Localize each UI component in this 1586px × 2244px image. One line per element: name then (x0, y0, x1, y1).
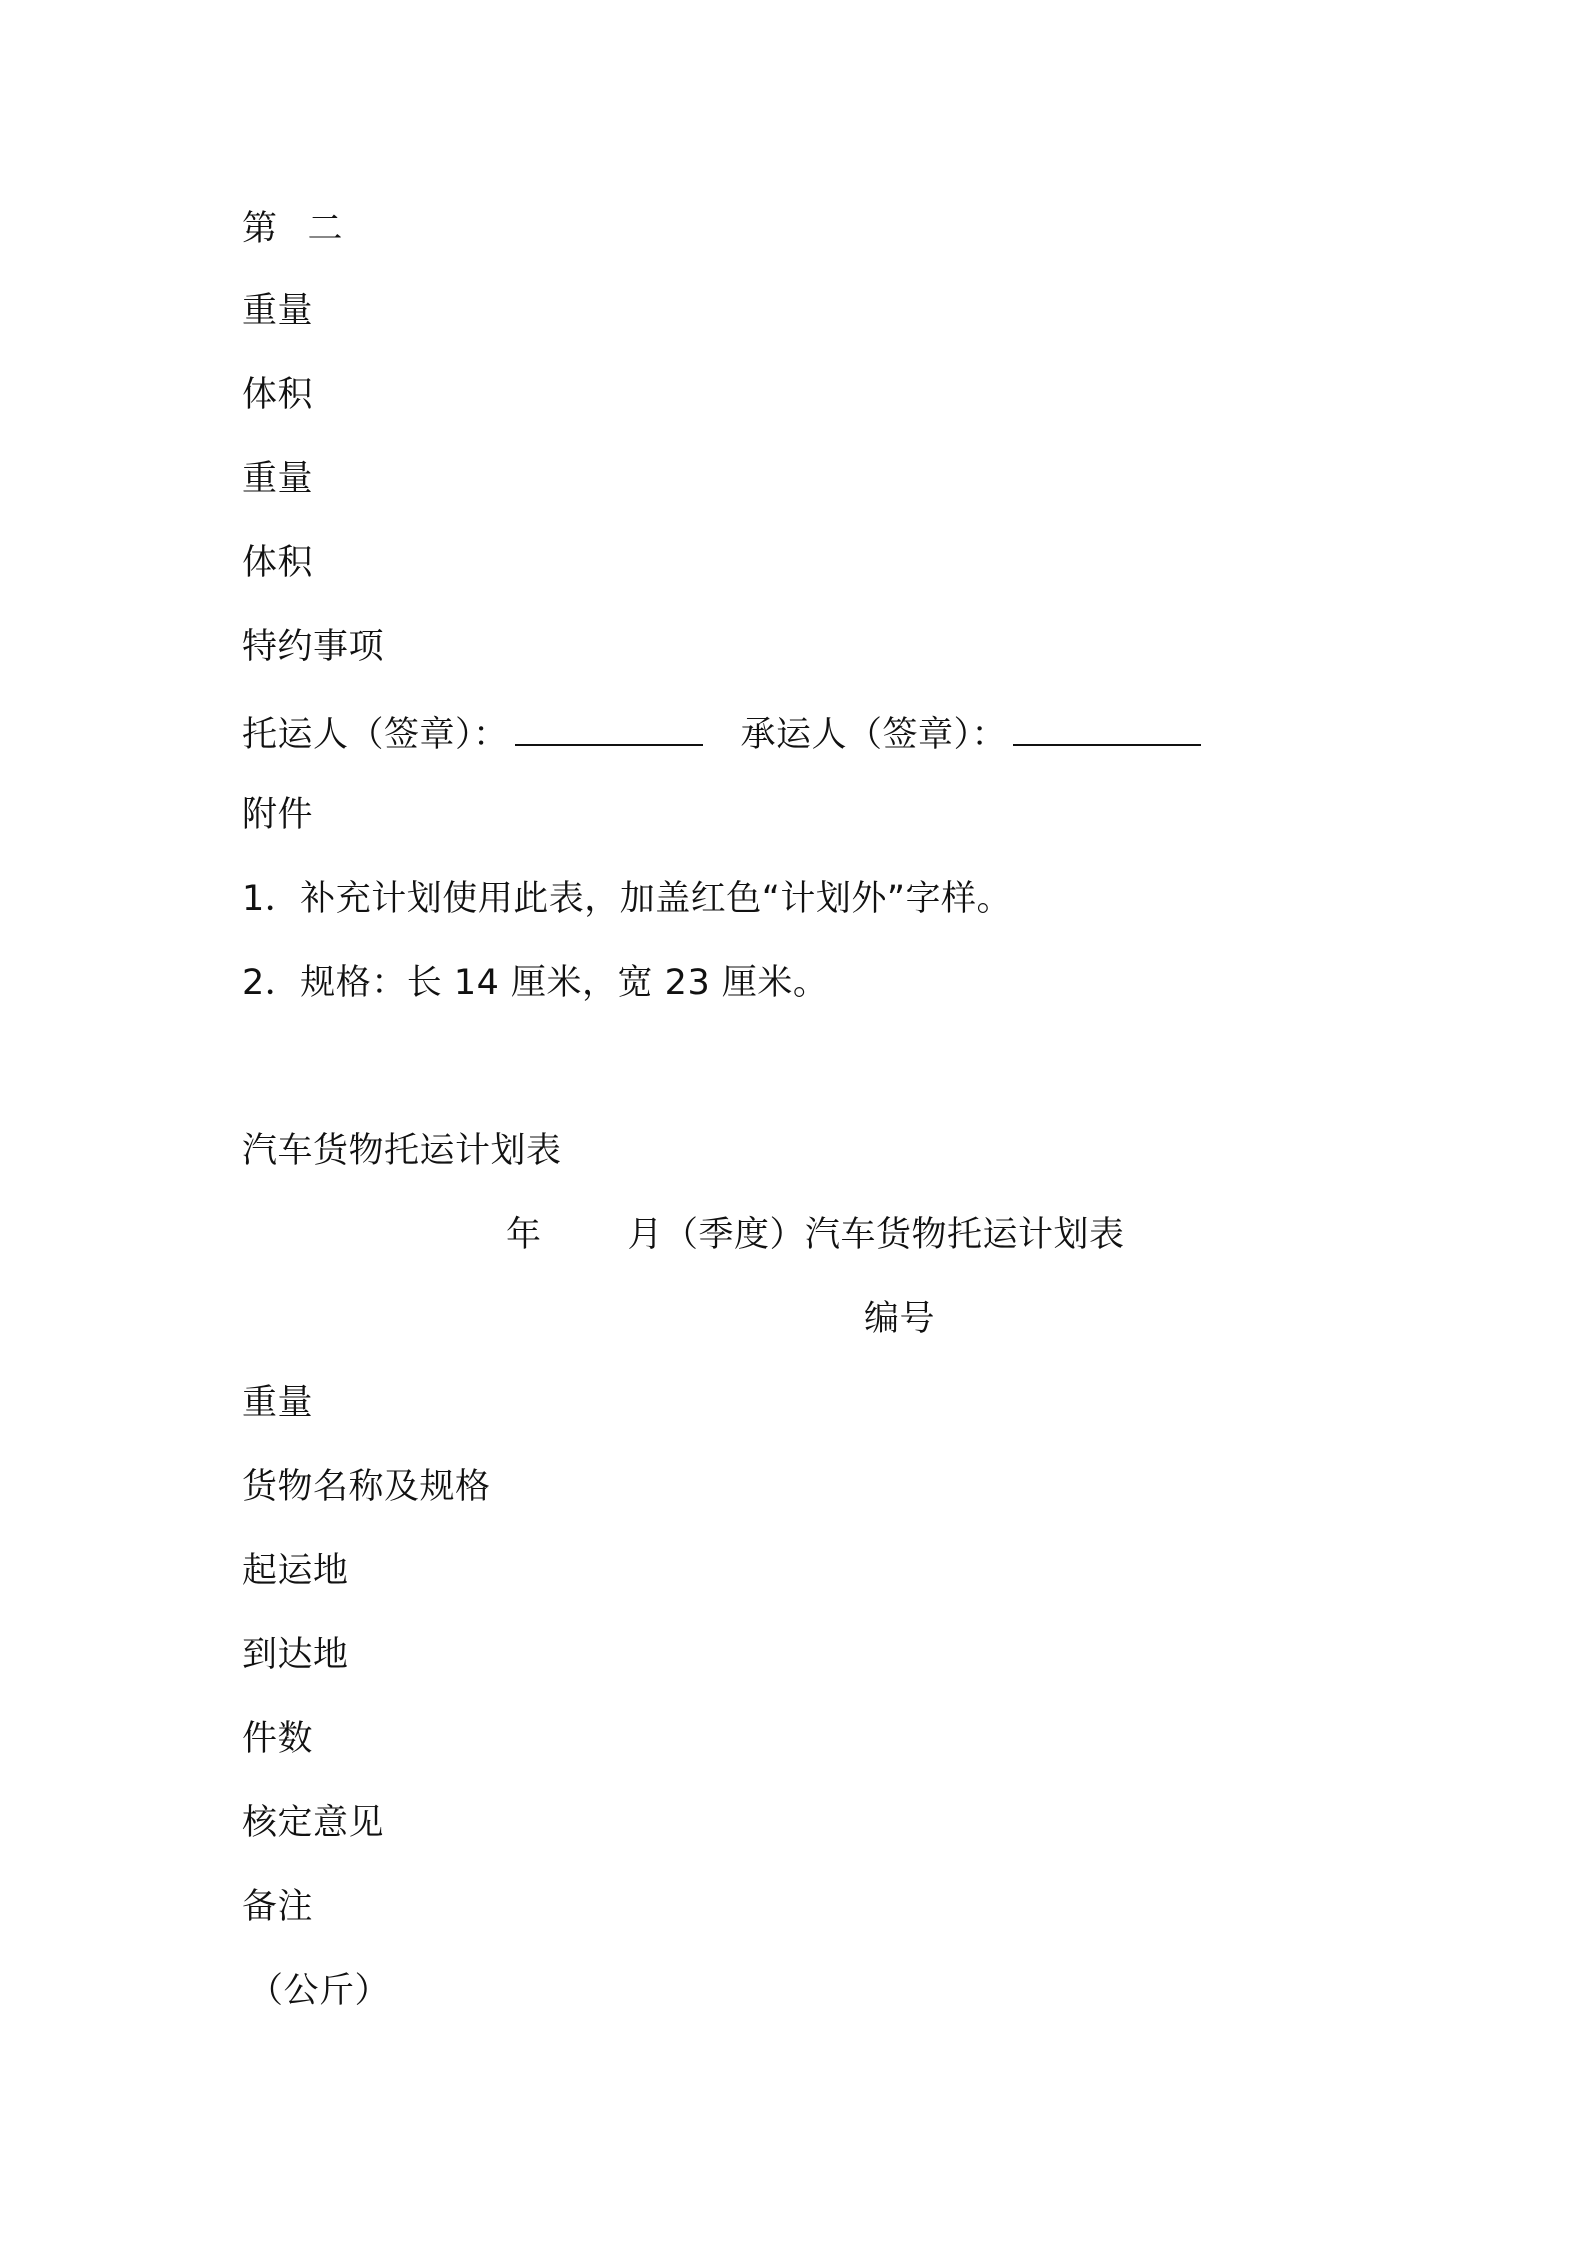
section-heading-part1: 第 (242, 209, 278, 249)
field-label-volume: 体积 (242, 543, 314, 583)
field-label-special-terms: 特约事项 (242, 627, 385, 667)
field-label-destination: 到达地 (242, 1635, 349, 1675)
field-label-volume: 体积 (242, 375, 314, 415)
attachment-item: 2．规格：长 14 厘米，宽 23 厘米。 (242, 963, 829, 1003)
field-label-piece-count: 件数 (242, 1719, 314, 1759)
carrier-signature-blank (1013, 714, 1201, 746)
field-label-approval-opinion: 核定意见 (242, 1803, 385, 1843)
carrier-signature-label: 承运人（签章）： (740, 715, 1008, 755)
unit-label: （公斤） (248, 1971, 391, 2011)
signature-row (242, 712, 1201, 758)
form-title: 汽车货物托运计划表 (242, 1131, 562, 1171)
shipper-signature-label: 托运人（签章）： (242, 715, 509, 755)
form-number-label: 编号 (864, 1299, 936, 1339)
form-subtitle (506, 1212, 1125, 1258)
field-label-weight: 重量 (242, 1383, 314, 1423)
section-heading-part2: 二 (307, 209, 344, 249)
field-label-goods-name: 货物名称及规格 (242, 1467, 491, 1507)
field-label-origin: 起运地 (242, 1551, 349, 1591)
field-label-weight: 重量 (242, 291, 314, 331)
shipper-signature-blank (515, 714, 703, 746)
attachment-item: 1．补充计划使用此表，加盖红色“计划外”字样。 (242, 879, 1013, 919)
form-subtitle-year: 年 (506, 1215, 542, 1255)
section-heading (242, 206, 343, 252)
field-label-weight: 重量 (242, 459, 314, 499)
form-subtitle-rest: 月（季度）汽车货物托运计划表 (627, 1215, 1125, 1255)
attachments-title: 附件 (242, 795, 314, 835)
field-label-remarks: 备注 (242, 1887, 314, 1927)
